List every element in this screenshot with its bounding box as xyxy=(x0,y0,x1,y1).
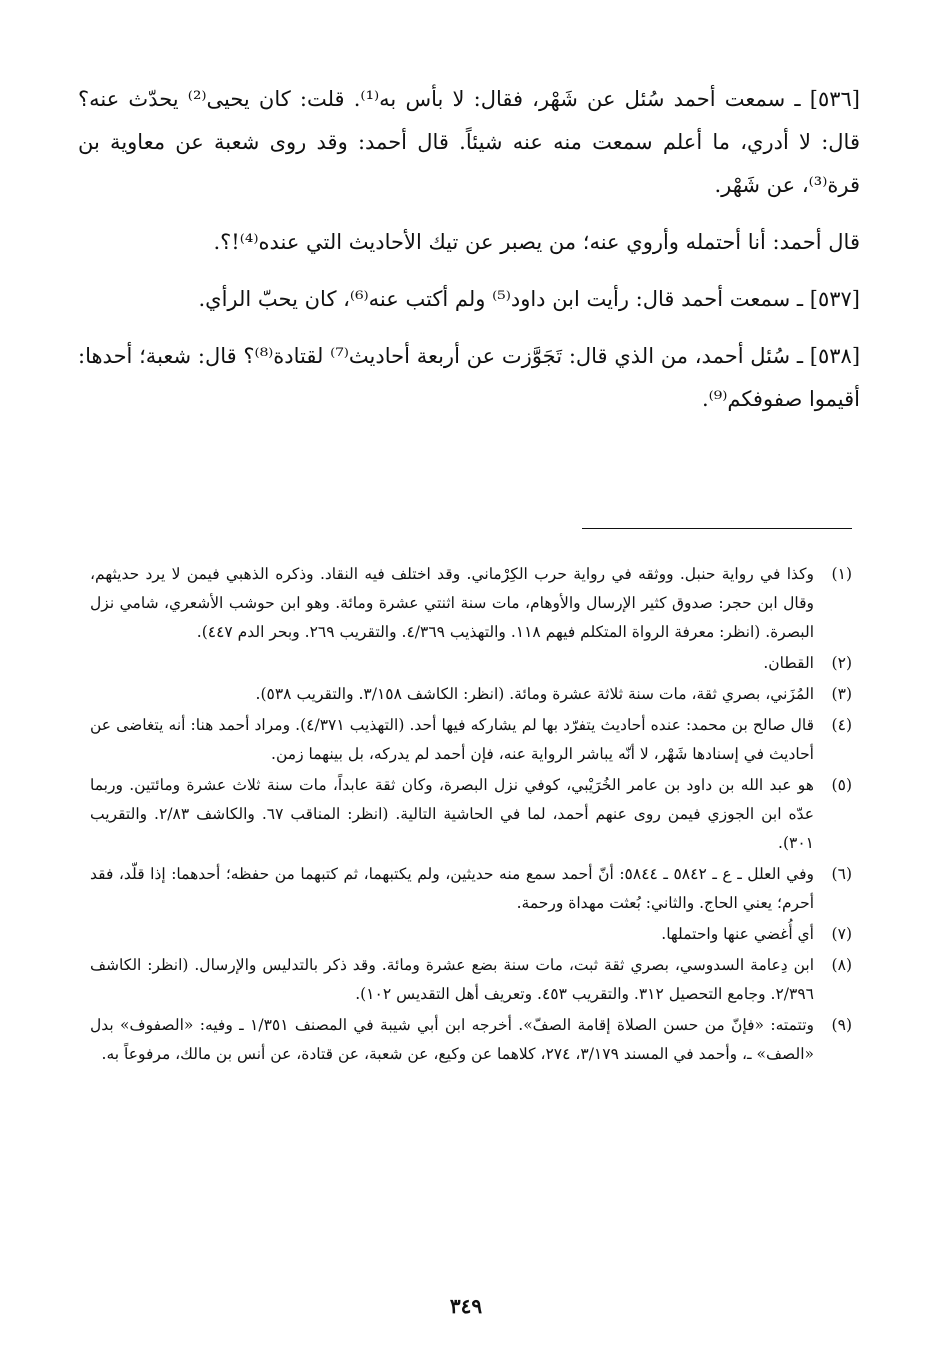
footnote-number: (٨) xyxy=(831,956,852,974)
footnote-number: (٥) xyxy=(831,776,852,794)
page-number: ٣٤٩ xyxy=(449,1294,483,1318)
footnote-4 xyxy=(90,711,852,769)
paragraph-537: [٥٣٧] ـ سمعت أحمد قال: رأيت ابن داود⁽⁵⁾ ولم أكتب عنه⁽⁶⁾، كان يحبّ الرأي. xyxy=(198,287,860,311)
footnote-number: (٢) xyxy=(831,654,852,672)
footnote-8 xyxy=(90,951,852,1009)
main-text xyxy=(78,78,860,421)
footnote-text: المُزَني، بصري ثقة، مات سنة ثلاثة عشرة ومائة. (انظر: الكاشف ٣/١٥٨. والتقريب ٥٣٨). xyxy=(255,685,814,703)
footnote-separator xyxy=(582,528,852,529)
footnote-text: وكذا في رواية حنبل. ووثقه في رواية حرب الكِرْماني. وقد اختلف فيه النقاد. وذكره الذهبي فيمن لا يرد حديثهم، وقال ابن حجر: صدوق كثير الإرسال والأوهام، مات سنة اثنتي عشرة ومائة. وهو ابن حوشب الأشعري، شامي نزل البصرة. (انظر: معرفة الرواة المتكلم فيهم ١١٨. والتهذيب ٤/٣٦٩. والتقريب ٢٦٩. وبحر الدم ٤٤٧). xyxy=(90,565,814,641)
footnote-6 xyxy=(90,860,852,918)
footnote-text: هو عبد الله بن داود بن عامر الخُرَيْبي، كوفي نزل البصرة، وكان ثقة عابداً، مات سنة ثلاث عشرة ومائتين. وربما عدّه ابن الجوزي فيمن روى عنهم أحمد، لما في الحاشية التالية. (انظر: المناقب ٦٧. والكاشف ٢/٨٣. والتقريب ٣٠١). xyxy=(90,776,814,852)
footnote-number: (١) xyxy=(831,565,852,583)
footnote-3 xyxy=(90,680,852,709)
paragraph-536: [٥٣٦] ـ سمعت أحمد سُئل عن شَهْر، فقال: لا بأس به⁽¹⁾. قلت: كان يحيى⁽²⁾ يحدّث عنه؟ قال: لا أدري، ما أعلم سمعت منه عنه شيئاً. قال أحمد: وقد روى شعبة عن معاوية بن قرة⁽³⁾، عن شَهْر. xyxy=(78,87,860,197)
footnotes xyxy=(90,560,852,1071)
footnote-number: (٣) xyxy=(831,685,852,703)
footnote-number: (٦) xyxy=(831,865,852,883)
footnote-2 xyxy=(90,649,852,678)
footnote-text: قال صالح بن محمد: عنده أحاديث يتفرّد بها لم يشاركه فيها أحد. (التهذيب ٤/٣٧١). ومراد أحمد هنا: أنه يتغاضى عن أحاديث في إسنادها شَهْر، لا أنّه يباشر الرواية عنه، فإن أحمد لم يدركه، بل بينهما زمن. xyxy=(90,716,815,763)
footnote-9 xyxy=(90,1011,852,1069)
footnote-5 xyxy=(90,771,852,858)
footnote-1 xyxy=(90,560,852,647)
footnote-7 xyxy=(90,920,852,949)
paragraph-536-continued: قال أحمد: أنا أحتمله وأروي عنه؛ من يصبر عن تيك الأحاديث التي عنده⁽⁴⁾!؟. xyxy=(213,230,860,254)
footnote-number: (٩) xyxy=(831,1016,852,1034)
footnote-text: وفي العلل ـ ع ـ ٥٨٤٢ ـ ٥٨٤٤: أنّ أحمد سمع منه حديثين، ولم يكتبهما، ثم كتبهما من حفظه؛ أحدهما: إذا قلّد، فقد أحرم؛ يعني الحاج. والثاني: بُعثت مهداة ورحمة. xyxy=(90,865,814,912)
footnote-text: أي أُغضي عنها واحتملها. xyxy=(661,925,814,943)
footnote-text: ابن دِعامة السدوسي، بصري ثقة ثبت، مات سنة بضع عشرة ومائة. وقد ذكر بالتدليس والإرسال. (انظر: الكاشف ٢/٣٩٦. وجامع التحصيل ٣١٢. والتقريب ٤٥٣. وتعريف أهل التقديس ١٠٢). xyxy=(90,956,814,1003)
footnote-number: (٧) xyxy=(831,925,852,943)
footnote-text: القطان. xyxy=(763,654,814,672)
footnote-number: (٤) xyxy=(831,716,852,734)
footnote-text: وتتمته: «فإنّ من حسن الصلاة إقامة الصفّ». أخرجه ابن أبي شيبة في المصنف ١/٣٥١ ـ وفيه: «الصفوف» بدل «الصف» ـ، وأحمد في المسند ٣/١٧٩، ٢٧٤، كلاهما عن وكيع، عن شعبة، عن قتادة، عن أنس بن مالك، مرفوعاً به. xyxy=(90,1016,815,1063)
paragraph-538: [٥٣٨] ـ سُئل أحمد، من الذي قال: تَجَوَّزت عن أربعة أحاديث⁽⁷⁾ لقتادة⁽⁸⁾؟ قال: شعبة؛ أحدها: أقيموا صفوفكم⁽⁹⁾. xyxy=(78,344,861,411)
